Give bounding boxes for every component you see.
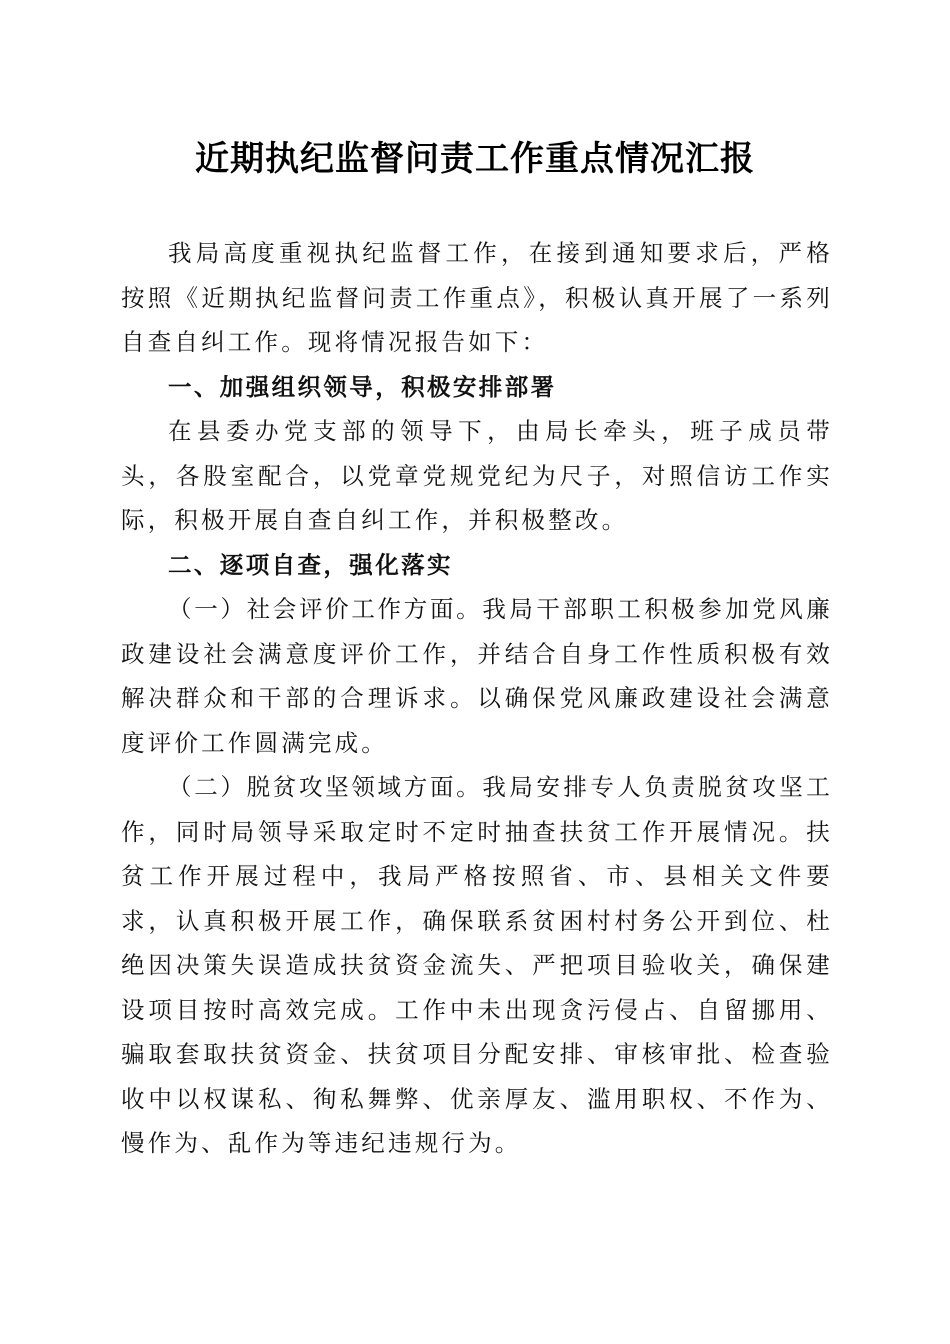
document-body	[121, 231, 833, 1166]
section-2-item-1-lead: （一）社会评价工作方面。	[168, 595, 483, 623]
intro-paragraph: 我局高度重视执纪监督工作，在接到通知要求后，严格按照《近期执纪监督问责工作重点》，积极认真开展了一系列自查自纠工作。现将情况报告如下：	[121, 239, 833, 356]
section-2-item-1-body: 我局干部职工积极参加党风廉政建设社会满意度评价工作，并结合自身工作性质积极有效解决群众和干部的合理诉求。以确保党风廉政建设社会满意度评价工作圆满完成。	[121, 595, 833, 757]
section-2-item-1-paragraph	[121, 587, 833, 765]
section-2-item-2-body: 我局安排专人负责脱贫攻坚工作，同时局领导采取定时不定时抽查扶贫工作开展情况。扶贫工作开展过程中，我局严格按照省、市、县相关文件要求，认真积极开展工作，确保联系贫困村村务公开到位、杜绝因决策失误造成扶贫资金流失、严把项目验收关，确保建设项目按时高效完成。工作中未出现贪污侵占、自留挪用、骗取套取扶贫资金、扶贫项目分配安排、审核审批、检查验收中以权谋私、徇私舞弊、优亲厚友、滥用职权、不作为、慢作为、乱作为等违纪违规行为。	[121, 773, 833, 1157]
document-title: 近期执纪监督问责工作重点情况汇报	[195, 139, 755, 179]
section-2-item-2-paragraph	[121, 765, 833, 1166]
section-2-heading: 二、逐项自查，强化落实	[168, 550, 453, 579]
section-1-paragraph: 在县委办党支部的领导下，由局长牵头，班子成员带头，各股室配合，以党章党规党纪为尺子，对照信访工作实际，积极开展自查自纠工作，并积极整改。	[121, 417, 833, 534]
section-2-item-2-lead: （二）脱贫攻坚领域方面。	[168, 773, 483, 801]
section-1-heading: 一、加强组织领导，积极安排部署	[168, 372, 557, 401]
